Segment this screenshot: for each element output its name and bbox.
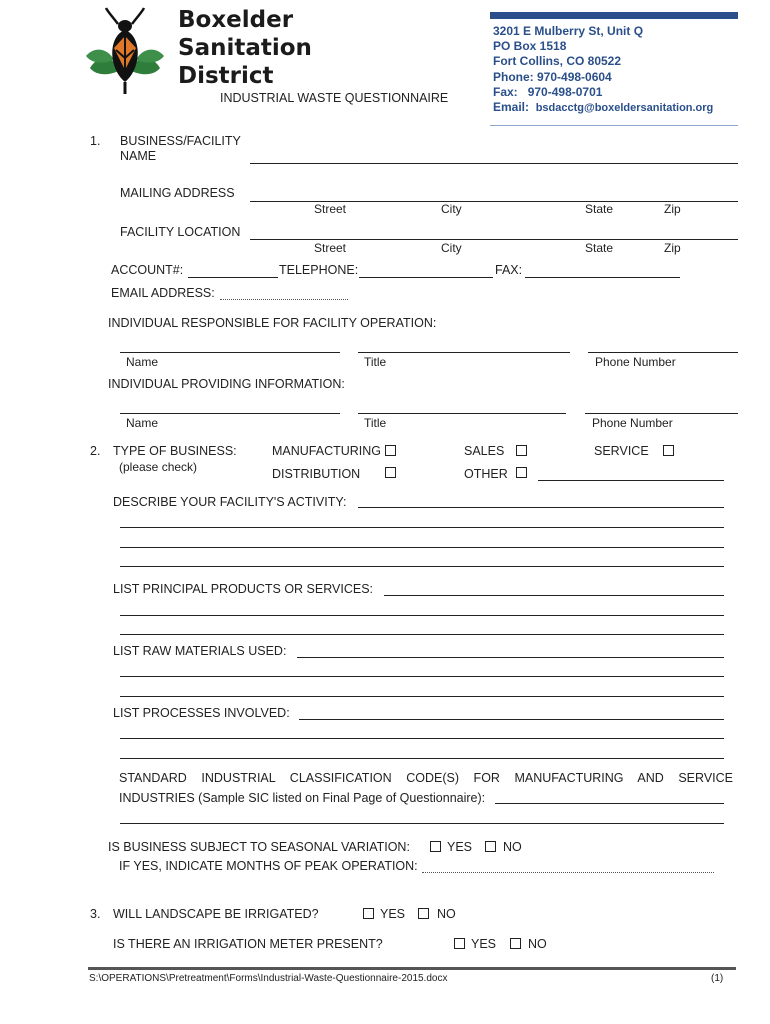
distribution-label: DISTRIBUTION [272,467,361,481]
meter-no-checkbox[interactable] [510,938,521,949]
mailing-street-caption: Street [314,202,347,216]
facility-state-caption: State [585,241,614,255]
responsible-name-field[interactable] [120,338,340,353]
providing-name-field[interactable] [120,399,340,414]
facility-zip-caption: Zip [664,241,681,255]
distribution-checkbox[interactable] [385,467,396,478]
raw-materials-label: LIST RAW MATERIALS USED: [113,644,287,658]
manufacturing-label: MANUFACTURING [272,444,382,458]
describe-field-3[interactable] [120,533,724,548]
sic-field-2[interactable] [120,809,724,824]
processes-label: LIST PROCESSES INVOLVED: [113,706,290,720]
footer-page-number: (1) [711,973,724,984]
org-name-line-3: District [178,63,274,89]
landscape-no-label: NO [437,907,456,921]
landscape-yes-label: YES [380,907,406,921]
business-name-field[interactable] [250,149,738,164]
other-field[interactable] [538,466,724,481]
address-line-2: PO Box 1518 [493,39,567,54]
contact-block [493,24,713,116]
providing-title-caption: Title [364,416,387,430]
district-logo [84,6,166,94]
section-2-number: 2. [90,444,101,458]
sic-label-line-2: INDUSTRIES (Sample SIC listed on Final Page of Questionnaire): [119,791,486,805]
peak-months-field[interactable] [422,858,714,873]
processes-field-1[interactable] [299,705,724,720]
landscape-yes-checkbox[interactable] [363,908,374,919]
mailing-address-field[interactable] [250,187,738,202]
telephone-label: TELEPHONE: [279,263,359,277]
responsible-title-field[interactable] [358,338,570,353]
peak-months-label: IF YES, INDICATE MONTHS OF PEAK OPERATION: [119,859,418,873]
seasonal-label: IS BUSINESS SUBJECT TO SEASONAL VARIATION: [108,840,410,854]
address-line-3: Fort Collins, CO 80522 [493,54,622,69]
describe-field-4[interactable] [120,552,724,567]
describe-label: DESCRIBE YOUR FACILITY'S ACTIVITY: [113,495,347,509]
principal-products-field-1[interactable] [384,581,724,596]
facility-street-caption: Street [314,241,347,255]
mailing-state-caption: State [585,202,614,216]
processes-field-2[interactable] [120,724,724,739]
type-of-business-label: TYPE OF BUSINESS: [113,444,237,458]
processes-field-3[interactable] [120,744,724,759]
sic-label-line-1: STANDARD INDUSTRIAL CLASSIFICATION CODE(S) FOR MANUFACTURING AND SERVICE [119,771,733,785]
mailing-zip-caption: Zip [664,202,681,216]
email-address-label: EMAIL ADDRESS: [111,286,215,300]
responsible-title-caption: Title [364,355,387,369]
landscape-label: WILL LANDSCAPE BE IRRIGATED? [113,907,319,921]
responsible-label: INDIVIDUAL RESPONSIBLE FOR FACILITY OPERATION: [108,316,437,330]
other-checkbox[interactable] [516,467,527,478]
email-link[interactable]: bsdacctg@boxeldersanitation.org [535,102,714,115]
org-name-line-2: Sanitation [178,35,312,61]
seasonal-no-label: NO [503,840,522,854]
fax-field[interactable] [525,263,680,278]
meter-yes-label: YES [471,937,497,951]
raw-materials-field-3[interactable] [120,682,724,697]
mailing-city-caption: City [441,202,462,216]
providing-phone-field[interactable] [585,399,738,414]
section-1-number: 1. [90,134,101,148]
fax-line: Fax: 970-498-0701 [493,84,603,99]
email-address-field[interactable] [220,285,348,300]
principal-products-label: LIST PRINCIPAL PRODUCTS OR SERVICES: [113,582,374,596]
landscape-no-checkbox[interactable] [418,908,429,919]
telephone-field[interactable] [359,263,493,278]
providing-title-field[interactable] [358,399,566,414]
sic-field-1[interactable] [495,789,724,804]
facility-location-label: FACILITY LOCATION [120,225,241,239]
raw-materials-field-1[interactable] [297,643,724,658]
address-line-1: 3201 E Mulberry St, Unit Q [493,24,644,38]
principal-products-field-2[interactable] [120,601,724,616]
other-label: OTHER [464,467,508,481]
providing-label: INDIVIDUAL PROVIDING INFORMATION: [108,377,345,391]
describe-field-1[interactable] [358,493,724,508]
providing-name-caption: Name [126,416,159,430]
responsible-phone-field[interactable] [588,338,738,353]
header-top-rule [490,12,738,19]
header-bottom-rule [490,125,738,126]
seasonal-yes-label: YES [447,840,473,854]
footer-rule [88,967,736,970]
meter-no-label: NO [528,937,547,951]
responsible-phone-caption: Phone Number [595,355,676,369]
section-3-number: 3. [90,907,101,921]
service-checkbox[interactable] [663,445,674,456]
describe-field-2[interactable] [120,513,724,528]
please-check-label: (please check) [119,460,198,474]
principal-products-field-3[interactable] [120,620,724,635]
providing-phone-caption: Phone Number [592,416,673,430]
seasonal-yes-checkbox[interactable] [430,841,441,852]
service-label: SERVICE [594,444,649,458]
form-title: INDUSTRIAL WASTE QUESTIONNAIRE [220,91,449,105]
sales-label: SALES [464,444,505,458]
account-label: ACCOUNT#: [111,263,184,277]
irrigation-meter-label: IS THERE AN IRRIGATION METER PRESENT? [113,937,383,951]
footer-file-path: S:\OPERATIONS\Pretreatment\Forms\Industrial-Waste-Questionnaire-2015.docx [89,973,448,984]
mailing-address-label: MAILING ADDRESS [120,186,235,200]
phone-line: Phone: 970-498-0604 [493,69,612,84]
org-name-line-1: Boxelder [178,7,294,33]
facility-city-caption: City [441,241,462,255]
boxelder-bug-logo-icon [84,6,166,94]
business-name-label-2: NAME [120,149,157,163]
facility-location-field[interactable] [250,225,738,240]
business-name-label-1: BUSINESS/FACILITY [120,134,241,148]
account-field[interactable] [188,263,278,278]
sales-checkbox[interactable] [516,445,527,456]
seasonal-no-checkbox[interactable] [485,841,496,852]
responsible-name-caption: Name [126,355,159,369]
raw-materials-field-2[interactable] [120,662,724,677]
meter-yes-checkbox[interactable] [454,938,465,949]
email-line: Email: bsdacctg@boxeldersanitation.org [493,100,714,115]
manufacturing-checkbox[interactable] [385,445,396,456]
fax-label: FAX: [495,263,523,277]
